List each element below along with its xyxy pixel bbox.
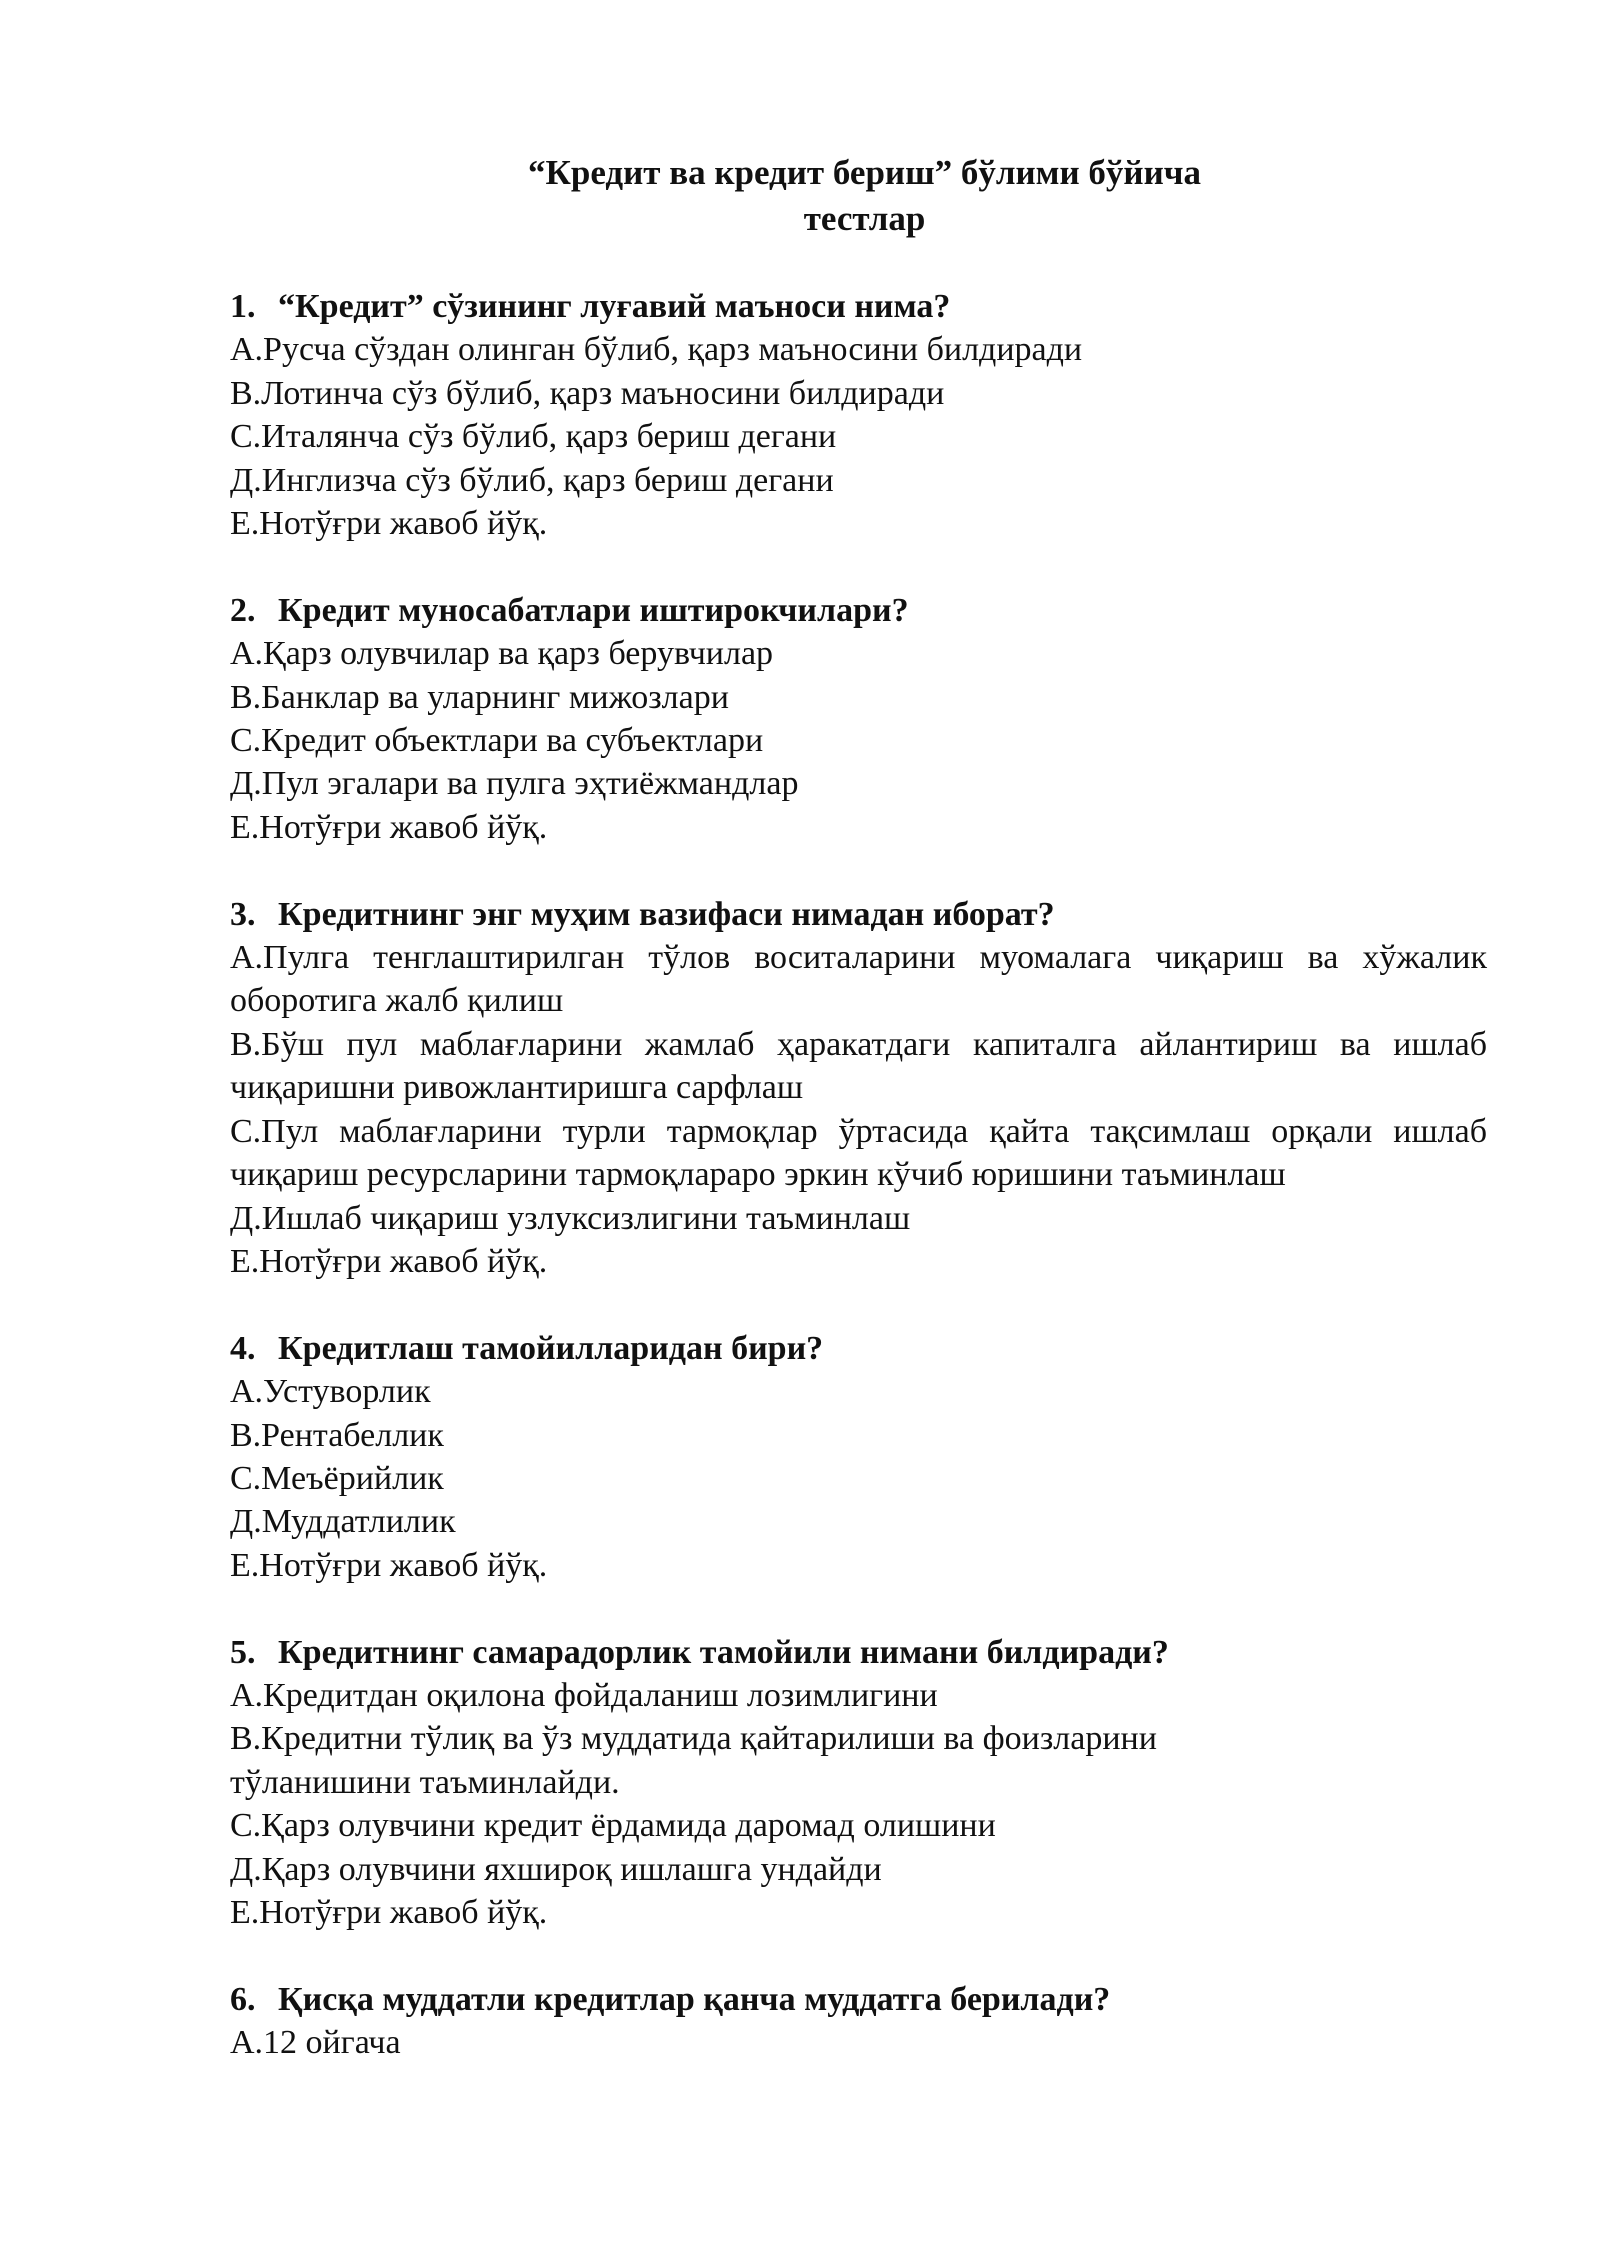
answer-option-d: Д.Ишлаб чиқариш узлуксизлигини таъминлаш xyxy=(230,1199,911,1237)
question-5 xyxy=(230,1631,1487,1935)
question-heading xyxy=(230,1327,1487,1370)
question-2 xyxy=(230,589,1487,849)
answer-option-b: В.Банклар ва уларнинг мижозлари xyxy=(230,678,729,716)
question-text: Кредит муносабатлари иштирокчилари? xyxy=(278,591,909,629)
answer-option-e: Е.Нотўғри жавоб йўқ. xyxy=(230,808,548,846)
question-1 xyxy=(230,285,1487,545)
question-text: Кредитлаш тамойилларидан бири? xyxy=(278,1329,824,1367)
answer-option-b: В.Бўш пул маблағларини жамлаб ҳаракатдаги капиталга айлантириш ва ишлаб чиқаришни ривожлантиришга сарфлаш xyxy=(230,1025,1487,1107)
answer-option-a: А.Кредитдан оқилона фойдаланиш лозимлигини xyxy=(230,1676,938,1714)
question-text: Қисқа муддатли кредитлар қанча муддатга берилади? xyxy=(278,1980,1111,2018)
answer-option-e: Е.Нотўғри жавоб йўқ. xyxy=(230,1242,548,1280)
question-number: 3. xyxy=(230,895,256,933)
answer-option-c: С.Италянча сўз бўлиб, қарз бериш дегани xyxy=(230,418,837,456)
answer-option-d: Д.Муддатлилик xyxy=(230,1503,456,1541)
answer-option-a: А.Русча сўздан олинган бўлиб, қарз маъносини билдиради xyxy=(230,331,1083,369)
question-text: “Кредит” сўзининг луғавий маъноси нима? xyxy=(278,288,951,325)
answer-option-c: С.Пул маблағларини турли тармоқлар ўртасида қайта тақсимлаш орқали ишлаб чиқариш ресурсларини тармоқлараро эркин кўчиб юришини таъминлаш xyxy=(230,1112,1487,1194)
question-number: 2. xyxy=(230,591,256,629)
document-title xyxy=(0,150,1600,242)
title-line-1: “Кредит ва кредит бериш” бўлими бўйича xyxy=(527,153,1202,192)
answer-option-e: Е.Нотўғри жавоб йўқ. xyxy=(230,1893,548,1931)
answer-option-c: С.Кредит объектлари ва субъектлари xyxy=(230,722,764,760)
question-number: 4. xyxy=(230,1329,256,1367)
question-number: 1. xyxy=(230,288,256,325)
questions-list xyxy=(230,285,1487,2108)
answer-option-b: В.Кредитни тўлиқ ва ўз муддатида қайтарилиши ва фоизларини тўланишини таъминлайди. xyxy=(230,1720,1157,1801)
question-heading xyxy=(230,1631,1487,1674)
answer-option-a: А.Қарз олувчилар ва қарз берувчилар xyxy=(230,635,774,673)
question-text: Кредитнинг энг муҳим вазифаси нимадан иборат? xyxy=(278,895,1055,933)
answer-option-d: Д.Қарз олувчини яхшироқ ишлашга ундайди xyxy=(230,1850,882,1888)
answer-option-c: С.Қарз олувчини кредит ёрдамида даромад олишини xyxy=(230,1807,996,1845)
answer-option-c: С.Меъёрийлик xyxy=(230,1459,444,1497)
question-3 xyxy=(230,893,1487,1284)
answer-option-d: Д.Инглизча сўз бўлиб, қарз бериш дегани xyxy=(230,461,834,499)
answer-option-e: Е.Нотўғри жавоб йўқ. xyxy=(230,1546,548,1584)
answer-option-a: А.Устуворлик xyxy=(230,1373,431,1411)
answer-option-d: Д.Пул эгалари ва пулга эҳтиёжмандлар xyxy=(230,765,799,803)
title-line-2: тестлар xyxy=(803,199,926,238)
question-heading xyxy=(230,285,1487,328)
question-heading xyxy=(230,589,1487,632)
answer-option-e: Е.Нотўғри жавоб йўқ. xyxy=(230,505,548,543)
answer-option-a: А.12 ойгача xyxy=(230,2024,401,2062)
answer-option-b: В.Рентабеллик xyxy=(230,1416,444,1454)
question-number: 6. xyxy=(230,1980,256,2018)
question-heading xyxy=(230,893,1487,936)
question-4 xyxy=(230,1327,1487,1587)
question-number: 5. xyxy=(230,1633,256,1671)
question-text: Кредитнинг самарадорлик тамойили нимани билдиради? xyxy=(278,1633,1169,1671)
answer-option-b: В.Лотинча сўз бўлиб, қарз маъносини билдиради xyxy=(230,374,945,412)
answer-option-a: А.Пулга тенглаштирилган тўлов воситаларини муомалага чиқариш ва хўжалик оборотига жалб қилиш xyxy=(230,939,1487,1020)
question-heading xyxy=(230,1978,1487,2021)
question-6 xyxy=(230,1978,1487,2065)
